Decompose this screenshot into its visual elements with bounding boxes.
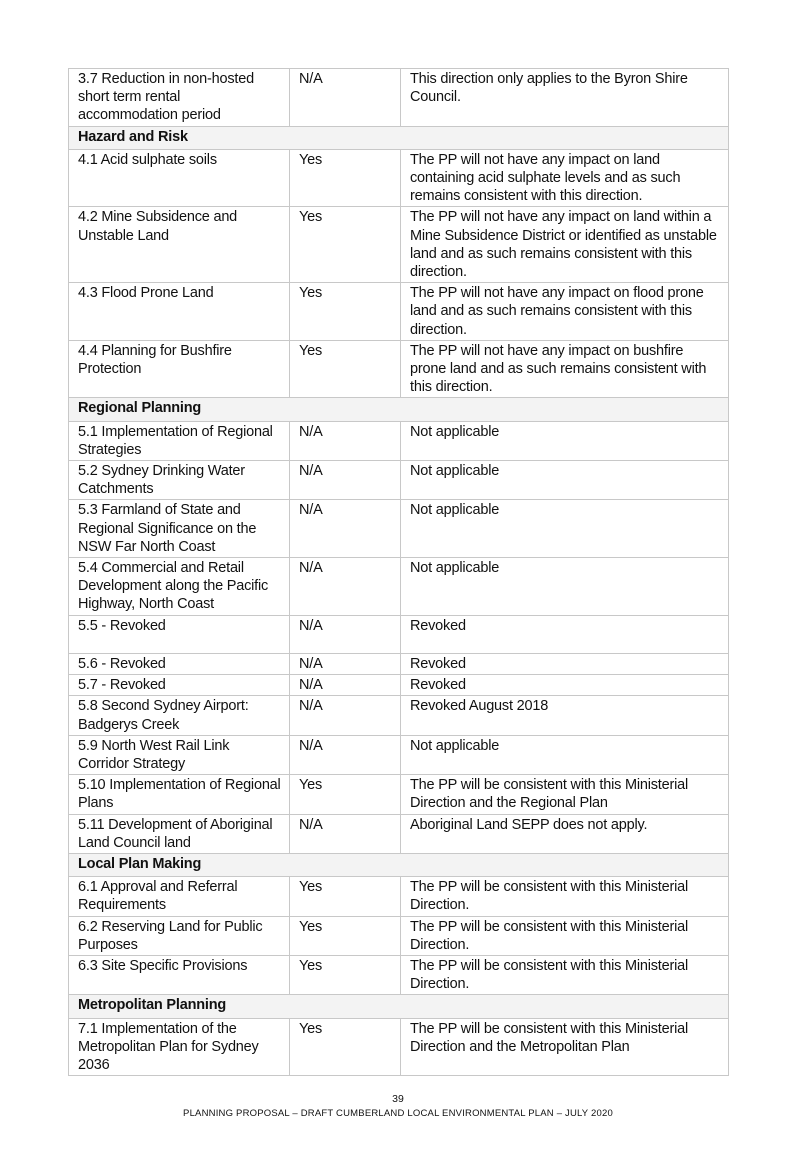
consistency-cell: Yes bbox=[290, 955, 401, 994]
direction-cell: 3.7 Reduction in non-hosted short term rental accommodation period bbox=[69, 69, 290, 127]
comment-cell: Aboriginal Land SEPP does not apply. bbox=[401, 814, 729, 853]
table-row bbox=[69, 207, 729, 283]
consistency-cell: N/A bbox=[290, 814, 401, 853]
table-row bbox=[69, 955, 729, 994]
direction-cell: 5.4 Commercial and Retail Development along the Pacific Highway, North Coast bbox=[69, 558, 290, 616]
comment-cell: The PP will not have any impact on flood prone land and as such remains consistent with this direction. bbox=[401, 283, 729, 341]
table-row bbox=[69, 916, 729, 955]
comment-cell: This direction only applies to the Byron Shire Council. bbox=[401, 69, 729, 127]
table-row bbox=[69, 283, 729, 341]
table-row bbox=[69, 675, 729, 696]
section-header-hazard-and-risk bbox=[69, 126, 729, 149]
comment-cell: Not applicable bbox=[401, 421, 729, 460]
direction-cell: 5.3 Farmland of State and Regional Significance on the NSW Far North Coast bbox=[69, 500, 290, 558]
direction-cell: 5.7 - Revoked bbox=[69, 675, 290, 696]
table-row bbox=[69, 696, 729, 735]
table-row bbox=[69, 558, 729, 616]
comment-cell: Revoked August 2018 bbox=[401, 696, 729, 735]
consistency-cell: Yes bbox=[290, 775, 401, 814]
consistency-cell: N/A bbox=[290, 675, 401, 696]
table-row bbox=[69, 149, 729, 207]
consistency-cell: N/A bbox=[290, 69, 401, 127]
table-row bbox=[69, 461, 729, 500]
table-row bbox=[69, 500, 729, 558]
section-title: Local Plan Making bbox=[69, 853, 729, 876]
direction-cell: 5.9 North West Rail Link Corridor Strategy bbox=[69, 735, 290, 774]
table-row bbox=[69, 877, 729, 916]
direction-cell: 6.1 Approval and Referral Requirements bbox=[69, 877, 290, 916]
section-header-metropolitan-planning bbox=[69, 995, 729, 1018]
section-title: Hazard and Risk bbox=[69, 126, 729, 149]
comment-cell: The PP will not have any impact on land containing acid sulphate levels and as such remains consistent with this direction. bbox=[401, 149, 729, 207]
section-title: Regional Planning bbox=[69, 398, 729, 421]
direction-cell: 5.8 Second Sydney Airport: Badgerys Creek bbox=[69, 696, 290, 735]
table-row bbox=[69, 615, 729, 653]
page-number: 39 bbox=[392, 1093, 404, 1105]
table-row bbox=[69, 653, 729, 674]
section-header-local-plan-making bbox=[69, 853, 729, 876]
direction-cell: 7.1 Implementation of the Metropolitan Plan for Sydney 2036 bbox=[69, 1018, 290, 1076]
ministerial-directions-table bbox=[68, 68, 729, 1076]
consistency-cell: N/A bbox=[290, 558, 401, 616]
consistency-cell: Yes bbox=[290, 916, 401, 955]
comment-cell: The PP will not have any impact on bushfire prone land and as such remains consistent with this direction. bbox=[401, 340, 729, 398]
section-header-regional-planning bbox=[69, 398, 729, 421]
consistency-cell: N/A bbox=[290, 696, 401, 735]
comment-cell: Revoked bbox=[401, 615, 729, 653]
table-row bbox=[69, 1018, 729, 1076]
comment-cell: The PP will be consistent with this Ministerial Direction. bbox=[401, 955, 729, 994]
comment-cell: Revoked bbox=[401, 675, 729, 696]
direction-cell: 4.1 Acid sulphate soils bbox=[69, 149, 290, 207]
consistency-cell: Yes bbox=[290, 877, 401, 916]
comment-cell: The PP will be consistent with this Ministerial Direction and the Regional Plan bbox=[401, 775, 729, 814]
comment-cell: Not applicable bbox=[401, 500, 729, 558]
consistency-cell: Yes bbox=[290, 283, 401, 341]
direction-cell: 4.4 Planning for Bushfire Protection bbox=[69, 340, 290, 398]
direction-cell: 4.2 Mine Subsidence and Unstable Land bbox=[69, 207, 290, 283]
consistency-cell: N/A bbox=[290, 421, 401, 460]
comment-cell: The PP will be consistent with this Ministerial Direction. bbox=[401, 916, 729, 955]
comment-cell: Revoked bbox=[401, 653, 729, 674]
direction-cell: 4.3 Flood Prone Land bbox=[69, 283, 290, 341]
consistency-cell: Yes bbox=[290, 207, 401, 283]
comment-cell: The PP will not have any impact on land within a Mine Subsidence District or identified as unstable land and as such remains consistent with this direction. bbox=[401, 207, 729, 283]
table-row bbox=[69, 775, 729, 814]
table-row bbox=[69, 340, 729, 398]
comment-cell: Not applicable bbox=[401, 558, 729, 616]
direction-cell: 5.6 - Revoked bbox=[69, 653, 290, 674]
direction-cell: 5.10 Implementation of Regional Plans bbox=[69, 775, 290, 814]
direction-cell: 5.5 - Revoked bbox=[69, 615, 290, 653]
direction-cell: 6.2 Reserving Land for Public Purposes bbox=[69, 916, 290, 955]
page-footer: PLANNING PROPOSAL – DRAFT CUMBERLAND LOCAL ENVIRONMENTAL PLAN – JULY 2020 bbox=[183, 1108, 613, 1119]
section-title: Metropolitan Planning bbox=[69, 995, 729, 1018]
consistency-cell: Yes bbox=[290, 1018, 401, 1076]
consistency-cell: Yes bbox=[290, 149, 401, 207]
consistency-cell: N/A bbox=[290, 735, 401, 774]
comment-cell: Not applicable bbox=[401, 735, 729, 774]
table-row bbox=[69, 69, 729, 127]
direction-cell: 5.11 Development of Aboriginal Land Council land bbox=[69, 814, 290, 853]
direction-cell: 5.2 Sydney Drinking Water Catchments bbox=[69, 461, 290, 500]
comment-cell: Not applicable bbox=[401, 461, 729, 500]
comment-cell: The PP will be consistent with this Ministerial Direction and the Metropolitan Plan bbox=[401, 1018, 729, 1076]
consistency-cell: Yes bbox=[290, 340, 401, 398]
consistency-cell: N/A bbox=[290, 500, 401, 558]
consistency-cell: N/A bbox=[290, 653, 401, 674]
direction-cell: 6.3 Site Specific Provisions bbox=[69, 955, 290, 994]
table-row bbox=[69, 421, 729, 460]
consistency-cell: N/A bbox=[290, 615, 401, 653]
table-row bbox=[69, 814, 729, 853]
comment-cell: The PP will be consistent with this Ministerial Direction. bbox=[401, 877, 729, 916]
consistency-cell: N/A bbox=[290, 461, 401, 500]
table-row bbox=[69, 735, 729, 774]
direction-cell: 5.1 Implementation of Regional Strategies bbox=[69, 421, 290, 460]
